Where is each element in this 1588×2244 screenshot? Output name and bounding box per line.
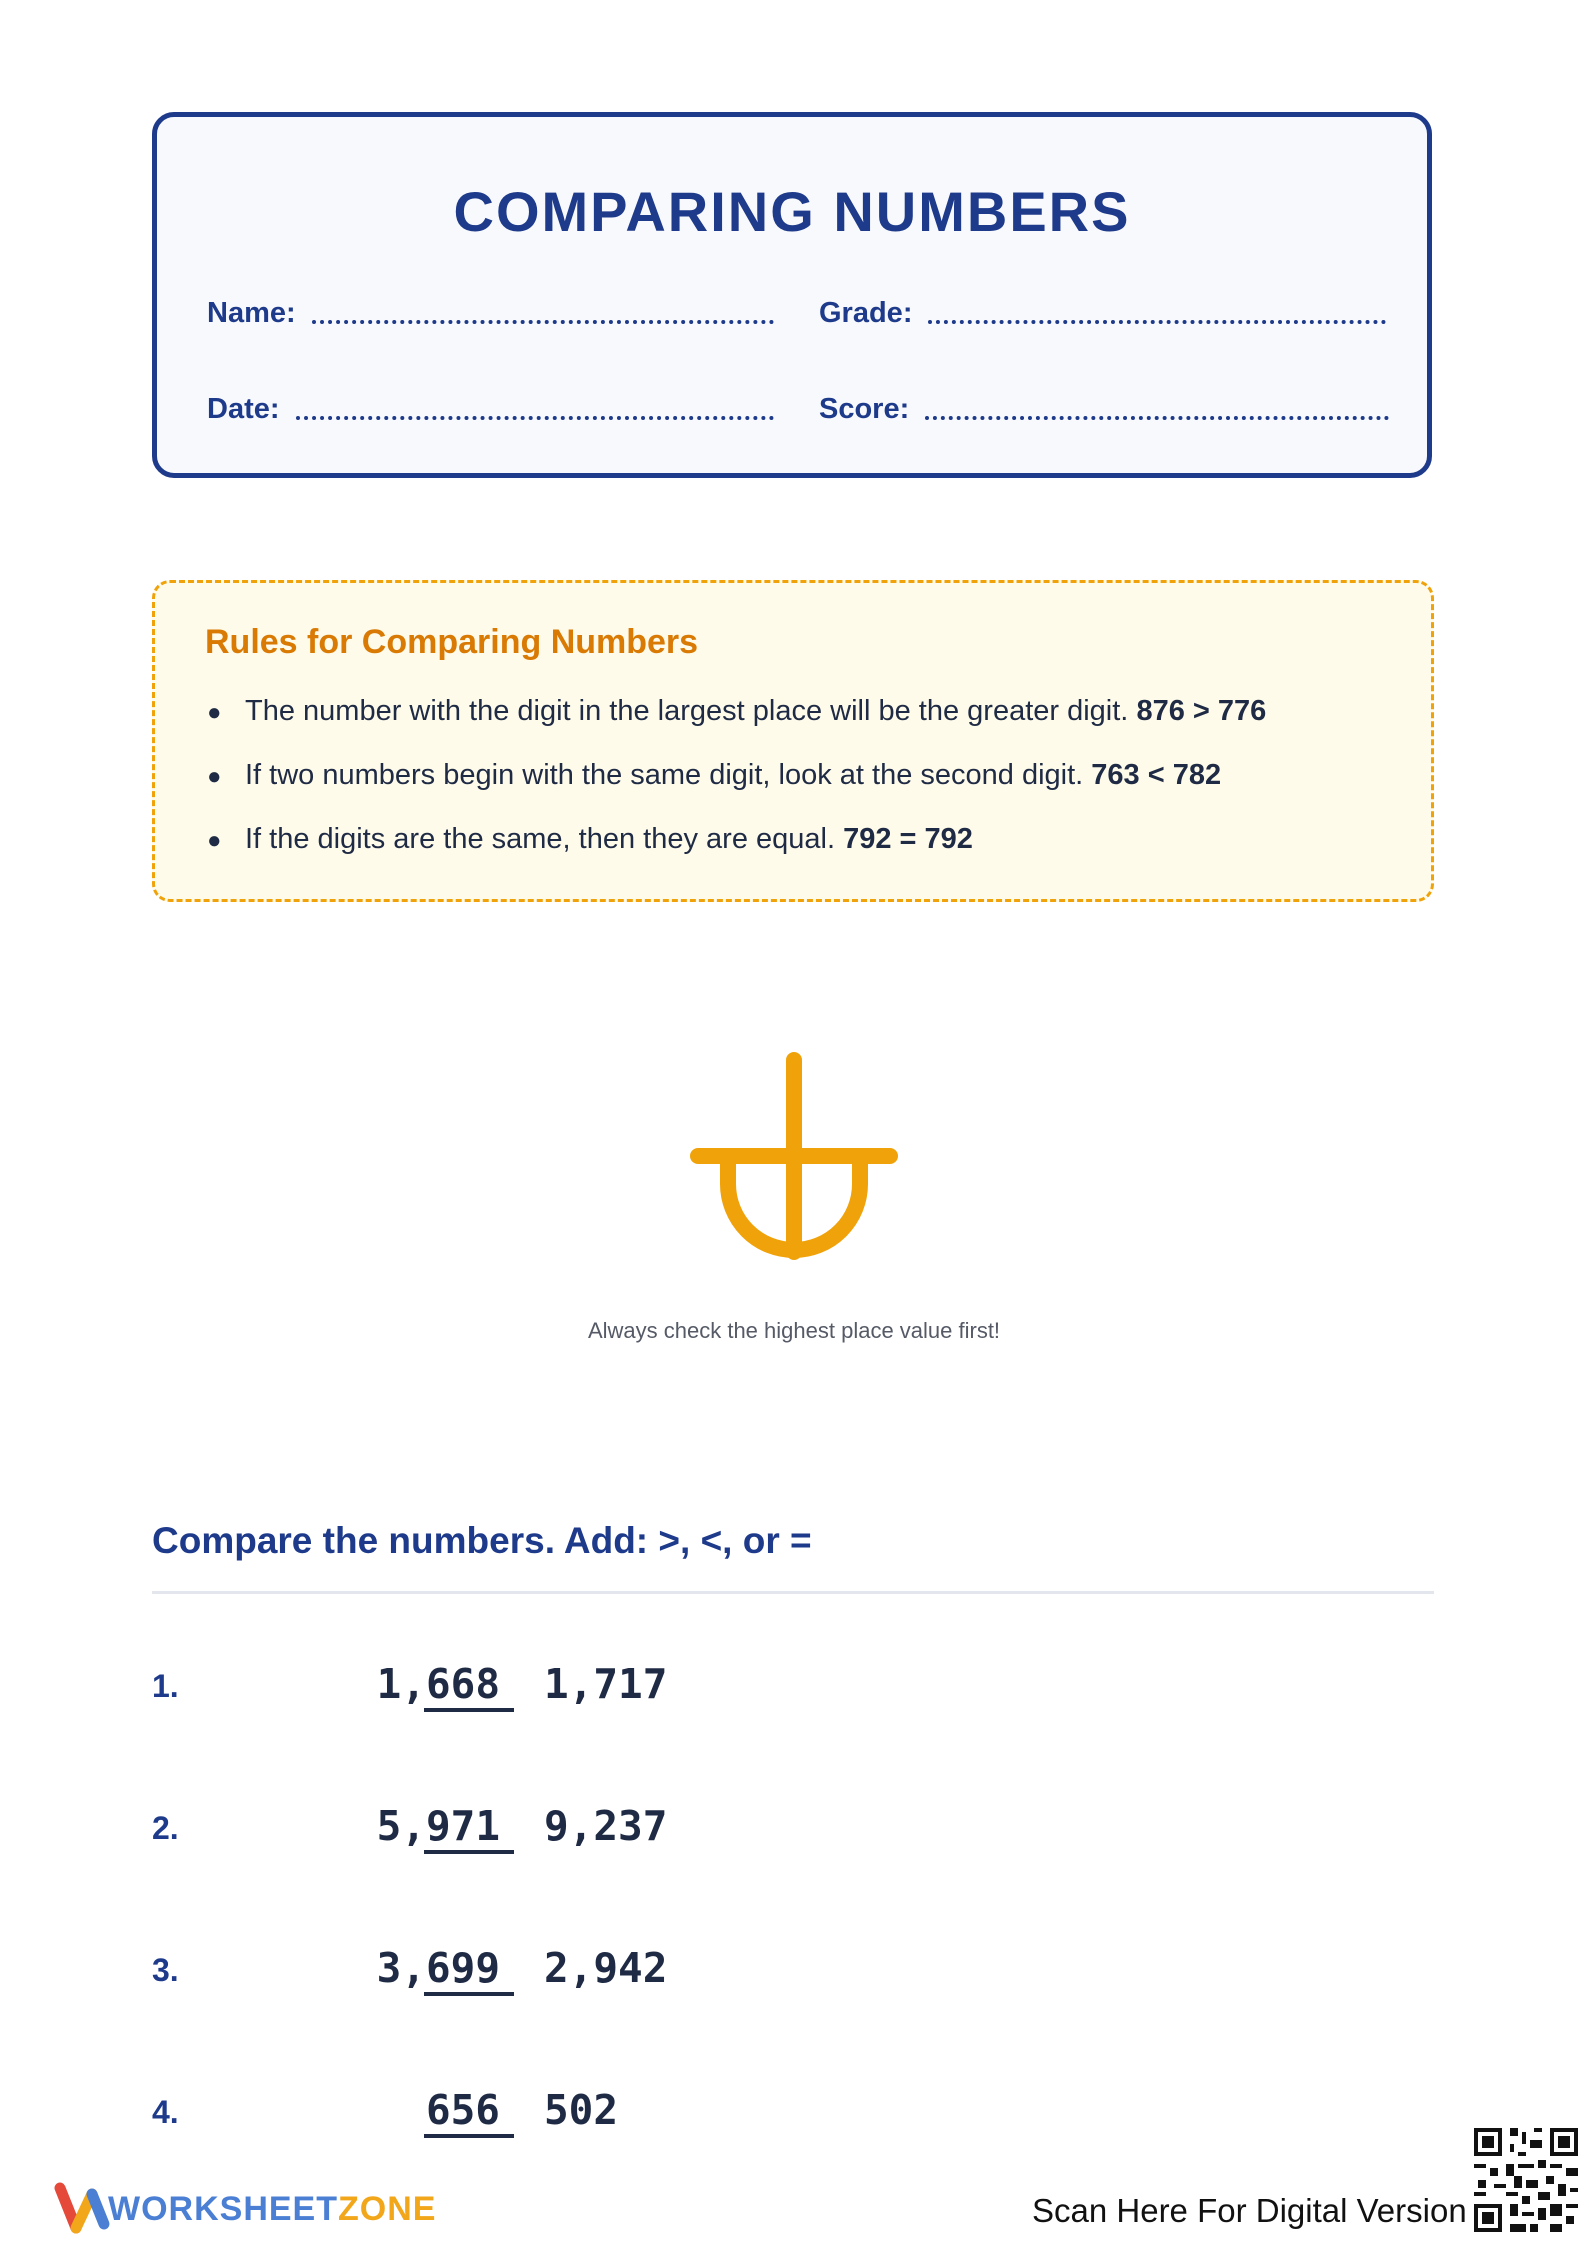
left-number: 656 — [425, 2086, 500, 2134]
rule-item — [207, 695, 1266, 728]
date-field[interactable] — [207, 393, 774, 426]
bullet-icon: ● — [207, 763, 222, 790]
name-line[interactable] — [312, 320, 774, 324]
problem-row — [152, 1660, 852, 1720]
answer-blank[interactable] — [424, 1992, 514, 1996]
rule-example: 876 > 776 — [1136, 695, 1267, 727]
problem-number: 2. — [152, 1810, 179, 1846]
rule-item — [207, 759, 1221, 792]
tip-text: Always check the highest place value first! — [587, 1318, 1001, 1343]
problem-row — [152, 1802, 852, 1862]
grade-field[interactable] — [819, 297, 1386, 330]
left-number: 3,699 — [376, 1944, 500, 1992]
scan-text: Scan Here For Digital Version — [1032, 2192, 1467, 2229]
rule-text: If the digits are the same, then they are equal. — [245, 823, 844, 855]
answer-blank[interactable] — [424, 2134, 514, 2138]
grade-line[interactable] — [928, 320, 1386, 324]
header-box — [152, 112, 1432, 478]
rules-title: Rules for Comparing Numbers — [205, 623, 699, 661]
left-number: 1,668 — [376, 1660, 500, 1708]
rule-item — [207, 823, 973, 856]
right-number: 502 — [544, 2086, 619, 2134]
score-field[interactable] — [819, 393, 1389, 426]
right-number: 9,237 — [544, 1802, 668, 1850]
rule-example: 763 < 782 — [1091, 759, 1222, 791]
name-field[interactable] — [207, 297, 774, 330]
bullet-icon: ● — [207, 699, 222, 726]
page-title: COMPARING NUMBERS — [453, 180, 1131, 243]
brand-wordmark — [108, 2190, 436, 2229]
score-line[interactable] — [925, 416, 1389, 420]
problem-row — [152, 2086, 852, 2146]
section-divider — [152, 1591, 1434, 1594]
rule-text: If two numbers begin with the same digit, look at the second digit. — [245, 759, 1092, 791]
answer-blank[interactable] — [424, 1708, 514, 1712]
answer-blank[interactable] — [424, 1850, 514, 1854]
problem-row — [152, 1944, 852, 2004]
date-label: Date: — [207, 393, 280, 425]
qr-code-icon[interactable] — [1470, 2124, 1582, 2236]
problem-number: 3. — [152, 1952, 179, 1988]
right-number: 2,942 — [544, 1944, 668, 1992]
brand-part1: WORKSHEET — [108, 2190, 338, 2228]
exercise-title: Compare the numbers. Add: >, <, or = — [152, 1520, 812, 1561]
u-trident-icon — [690, 1052, 898, 1262]
problem-number: 4. — [152, 2094, 179, 2130]
rule-text: The number with the digit in the largest place will be the greater digit. — [245, 695, 1137, 727]
right-number: 1,717 — [544, 1660, 668, 1708]
rule-example: 792 = 792 — [843, 823, 973, 855]
bullet-icon: ● — [207, 827, 222, 854]
left-number: 5,971 — [376, 1802, 500, 1850]
problem-number: 1. — [152, 1668, 179, 1704]
date-line[interactable] — [296, 416, 774, 420]
name-label: Name: — [207, 297, 296, 329]
rules-box — [152, 580, 1434, 902]
grade-label: Grade: — [819, 297, 913, 329]
score-label: Score: — [819, 393, 910, 425]
brand-part2: ZONE — [338, 2190, 437, 2228]
